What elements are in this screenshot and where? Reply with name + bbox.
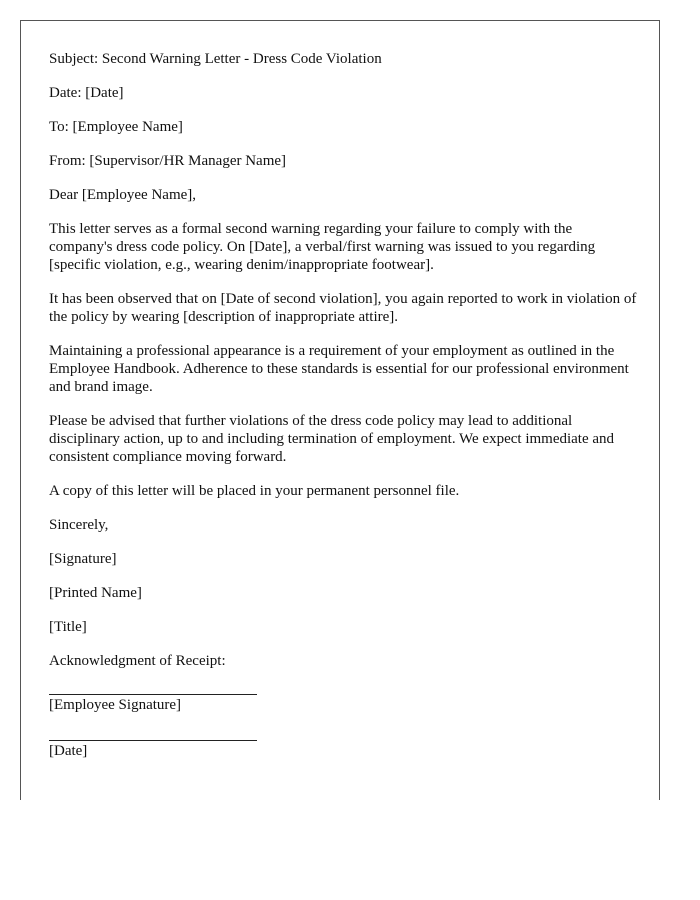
signature-placeholder: [Signature] — [49, 551, 117, 567]
employee-signature-label: [Employee Signature] — [49, 697, 182, 713]
closing: Sincerely, — [49, 517, 109, 533]
paragraph-5: A copy of this letter will be placed in your permanent personnel file. — [49, 483, 460, 499]
paragraph-2: It has been observed that on [Date of second violation], you again reported to work in violation of the policy by wearing [description of inappropriate attire]. — [49, 291, 637, 325]
paragraph-1: This letter serves as a formal second warning regarding your failure to comply with the company's dress code policy. On [Date], a verbal/first warning was issued to you regarding [specific violation, e.g., wearing denim/inappropriate footwear]. — [49, 221, 596, 273]
date-line: Date: [Date] — [49, 85, 124, 101]
employee-signature-line — [49, 694, 257, 695]
paragraph-3: Maintaining a professional appearance is a requirement of your employment as outlined in the Employee Handbook. Adherence to these standards is essential for our professional environment and brand image. — [49, 343, 629, 395]
printed-name-placeholder: [Printed Name] — [49, 585, 142, 601]
employee-date-block — [49, 740, 639, 760]
subject-line: Subject: Second Warning Letter - Dress Code Violation — [49, 51, 382, 67]
from-line: From: [Supervisor/HR Manager Name] — [49, 153, 287, 169]
paragraph-4: Please be advised that further violations of the dress code policy may lead to additional disciplinary action, up to and including termination of employment. We expect immediate and consistent compliance moving forward. — [49, 413, 615, 465]
salutation: Dear [Employee Name], — [49, 187, 197, 203]
acknowledgment-heading: Acknowledgment of Receipt: — [49, 653, 226, 669]
employee-signature-block — [49, 694, 639, 714]
letter-body — [49, 50, 639, 760]
employee-date-line — [49, 740, 257, 741]
employee-date-label: [Date] — [49, 743, 88, 759]
letter-page — [20, 20, 660, 800]
title-placeholder: [Title] — [49, 619, 87, 635]
to-line: To: [Employee Name] — [49, 119, 183, 135]
